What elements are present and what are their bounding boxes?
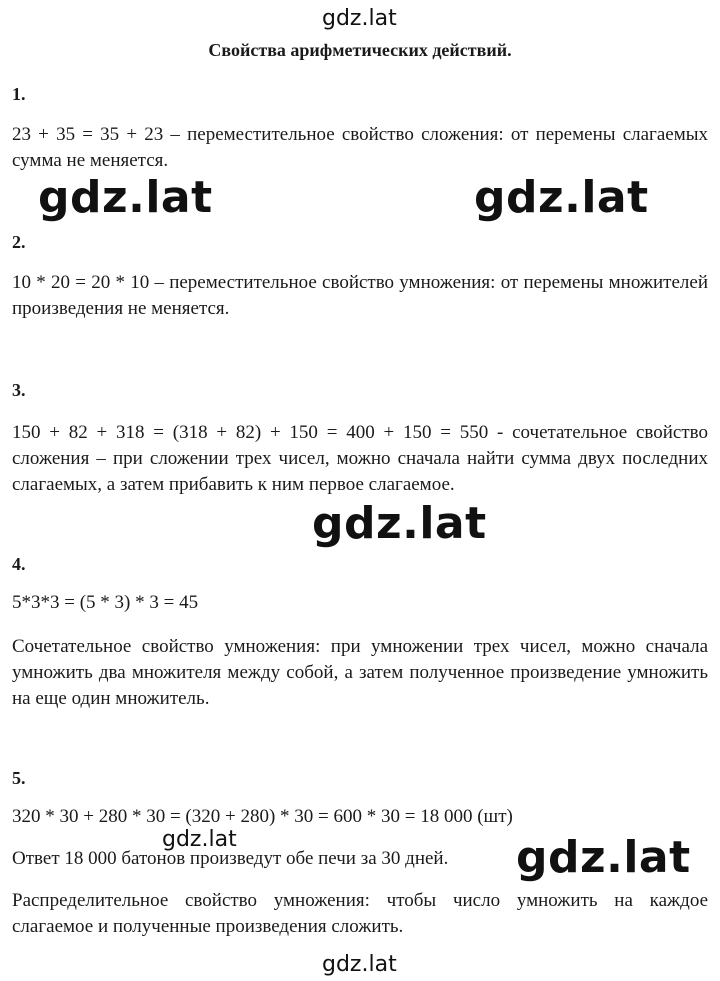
section-4-equation: 5*3*3 = (5 * 3) * 3 = 45 xyxy=(12,592,199,613)
watermark-top: gdz.lat xyxy=(322,6,397,31)
watermark-small-mid: gdz.lat xyxy=(162,827,237,852)
section-3-number: 3. xyxy=(12,380,26,400)
watermark-large-left: gdz.lat xyxy=(38,172,213,223)
section-2-number: 2. xyxy=(12,232,26,252)
section-4-number: 4. xyxy=(12,554,26,574)
section-5-text: Распределительное свойство умножения: чтобы число умножить на каждое слагаемое и полученные произведения сложить. xyxy=(12,890,708,937)
watermark-bottom: gdz.lat xyxy=(322,952,397,977)
section-5-equation: 320 * 30 + 280 * 30 = (320 + 280) * 30 = 600 * 30 = 18 000 (шт) xyxy=(12,806,513,827)
section-1-number: 1. xyxy=(12,84,26,104)
page-title: Свойства арифметических действий. xyxy=(208,40,512,60)
watermark-large-center: gdz.lat xyxy=(312,498,487,549)
section-4-text: Сочетательное свойство умножения: при умножении трех чисел, можно сначала умножить два множителя между собой, а затем полученное произведение умножить на еще один множитель. xyxy=(12,636,708,709)
section-5-number: 5. xyxy=(12,768,26,788)
watermark-large-right: gdz.lat xyxy=(474,172,649,223)
section-1-text: 23 + 35 = 35 + 23 – переместительное свойство сложения: от перемены слагаемых сумма не меняется. xyxy=(12,124,708,171)
section-2-text: 10 * 20 = 20 * 10 – переместительное свойство умножения: от перемены множителей произведения не меняется. xyxy=(12,272,708,319)
section-5-answer: Ответ 18 000 батонов произведут обе печи за 30 дней. xyxy=(12,848,449,869)
section-3-text: 150 + 82 + 318 = (318 + 82) + 150 = 400 + 150 = 550 - сочетательное свойство сложения – при сложении трех чисел, можно сначала найти сумма двух последних слагаемых, а затем прибавить к ним первое слагаемое. xyxy=(12,422,708,495)
watermark-large-bottom-right: gdz.lat xyxy=(516,832,691,883)
